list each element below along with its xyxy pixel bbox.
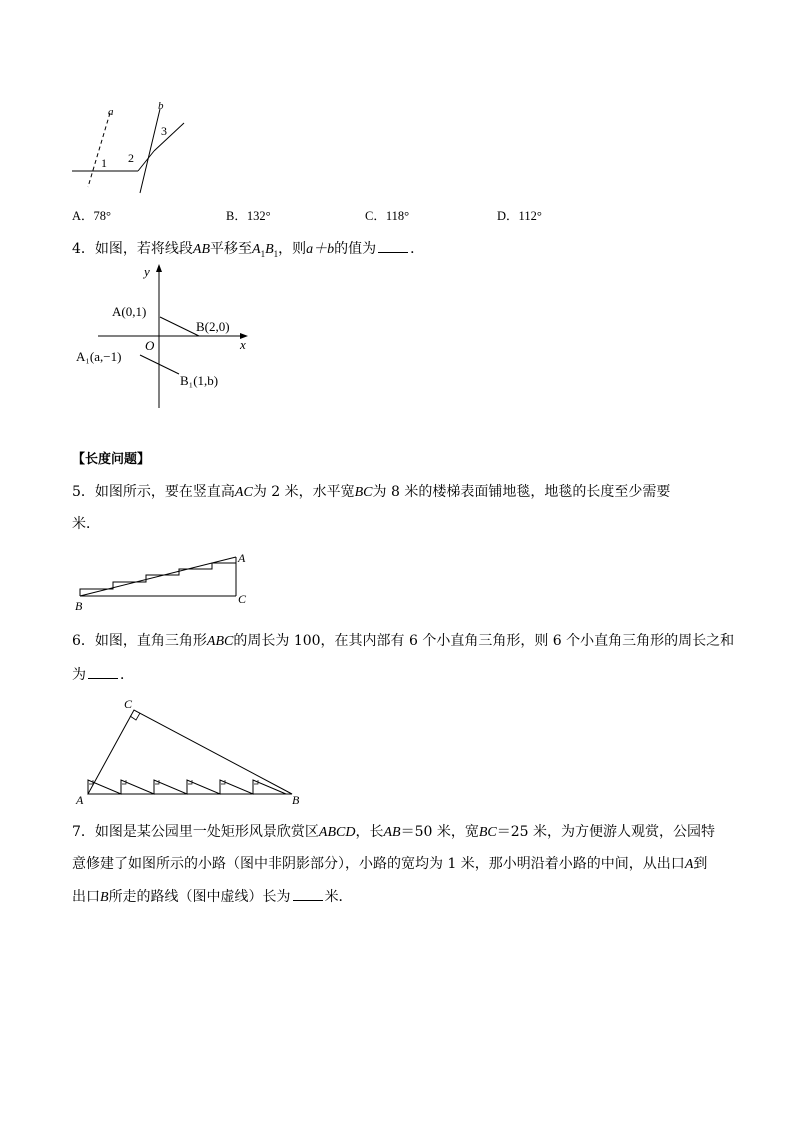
q7-text-a: 如图是某公园里一处矩形风景欣赏区 — [94, 824, 319, 840]
q6-text-a: 如图，直角三角形 — [94, 633, 207, 649]
q7-line2-a: 意修建了如图所示的小路（图中非阴影部分），小路的宽均为 1 米，那小明沿着小路的中间，从出口 — [72, 856, 685, 872]
q6-line2-a: 为 — [72, 667, 86, 683]
q3-label-3: 3 — [161, 124, 167, 138]
q3-option-c[interactable] — [365, 206, 409, 226]
option-value: 78° — [93, 209, 112, 223]
option-value: 132° — [246, 209, 271, 223]
option-value: 118° — [385, 209, 410, 223]
q7-abcd: ABCD — [318, 825, 356, 840]
q3-line-a — [88, 113, 110, 187]
q5-text-a: 如图所示，要在竖直高 — [94, 484, 235, 500]
q7-line3 — [72, 886, 353, 908]
q6-figure — [72, 694, 312, 808]
q3-label-b: b — [158, 100, 164, 112]
q3-option-a[interactable] — [72, 206, 111, 226]
q5-line2-text: 米． — [72, 516, 100, 532]
q4-label-o: O — [145, 338, 155, 353]
q7-bc: BC — [478, 825, 497, 840]
q3-upper-line — [154, 123, 184, 151]
q3-label-1: 1 — [101, 156, 107, 170]
q3-figure — [60, 95, 210, 200]
q7-text-c: ＝50 米，宽 — [400, 824, 479, 840]
q5-label-b: B — [75, 599, 83, 613]
option-letter: B． — [226, 209, 247, 223]
q4-label-a1: A₁(a,−1) — [76, 349, 122, 364]
q7-line2-b: 到 — [693, 856, 708, 872]
q6-line1 — [72, 631, 734, 652]
section-heading: 【长度问题】 — [72, 452, 151, 467]
q4-figure — [72, 260, 262, 412]
q5-number: 5． — [72, 484, 95, 500]
q7-line3-c: 米． — [324, 889, 353, 905]
q6-answer-blank[interactable] — [88, 664, 118, 679]
option-letter: C． — [365, 209, 386, 223]
q4-text-d: 的值为 — [334, 241, 377, 257]
q4-segment-ab — [160, 317, 199, 336]
q4-label-b: B(2,0) — [196, 319, 230, 334]
q6-text-b: 的周长为 100，在其内部有 6 个小直角三角形，则 6 个小直角三角形的周长之和 — [233, 633, 735, 649]
q5-line1 — [72, 482, 670, 503]
q7-line3-a: 出口 — [72, 889, 100, 905]
q6-abc: ABC — [206, 634, 234, 649]
q6-small-triangles — [88, 780, 286, 794]
q5-text-c: 为 8 米的楼梯表面铺地毯，地毯的长度至少需要 — [372, 484, 671, 500]
option-letter: A． — [72, 209, 94, 223]
q4-seg2: $A_1B_1$ — [252, 242, 279, 259]
q6-line2 — [72, 664, 134, 685]
q7-number: 7． — [72, 824, 95, 840]
q4-answer-blank[interactable] — [378, 238, 408, 253]
q5-line2 — [72, 514, 100, 534]
q4-text-b: 平移至 — [210, 241, 253, 257]
q4-text-c: ，则 — [278, 241, 307, 257]
q5-label-c: C — [238, 592, 247, 606]
q4-seg1: AB — [192, 242, 211, 257]
q7-line2 — [72, 854, 707, 875]
q4-number: 4． — [72, 241, 95, 257]
option-value: 112° — [518, 209, 542, 223]
q5-ac: AC — [234, 485, 253, 500]
q3-option-b[interactable] — [226, 206, 271, 226]
q4-end: ． — [410, 241, 425, 257]
q7-line3-b: 所走的路线（图中虚线）长为 — [108, 889, 291, 905]
q7-b: B — [100, 890, 109, 905]
q6-label-a: A — [76, 793, 84, 807]
q6-line2-b: ． — [120, 667, 134, 683]
q7-a: A — [684, 857, 694, 872]
q3-label-2: 2 — [128, 151, 134, 165]
q5-text-b: 为 2 米，水平宽 — [252, 484, 355, 500]
q4-label-b1: B₁(1,b) — [180, 373, 219, 388]
q6-number: 6． — [72, 633, 95, 649]
q4-label-x: x — [240, 337, 246, 352]
q3-option-d[interactable] — [497, 206, 542, 226]
q6-label-b: B — [292, 793, 300, 807]
q4-y-arrow — [156, 264, 162, 272]
q7-text-d: ＝25 米，为方便游人观赏，公园特 — [496, 824, 716, 840]
q3-label-a: a — [108, 106, 114, 118]
q4-expr: a＋b — [306, 242, 335, 257]
q7-answer-blank[interactable] — [293, 886, 323, 901]
q7-line1 — [72, 822, 715, 843]
q4-label-a: A(0,1) — [112, 304, 147, 319]
q7-text-b: ，长 — [355, 824, 384, 840]
q4-label-y: y — [144, 264, 150, 279]
option-letter: D． — [497, 209, 519, 223]
q4-text-a: 如图，若将线段 — [94, 241, 193, 257]
q5-label-a: A — [238, 551, 246, 565]
q6-label-c: C — [124, 697, 133, 711]
q7-ab: AB — [383, 825, 401, 840]
q5-bc: BC — [354, 485, 373, 500]
q5-figure — [72, 548, 262, 614]
q3-line-b — [140, 109, 160, 193]
